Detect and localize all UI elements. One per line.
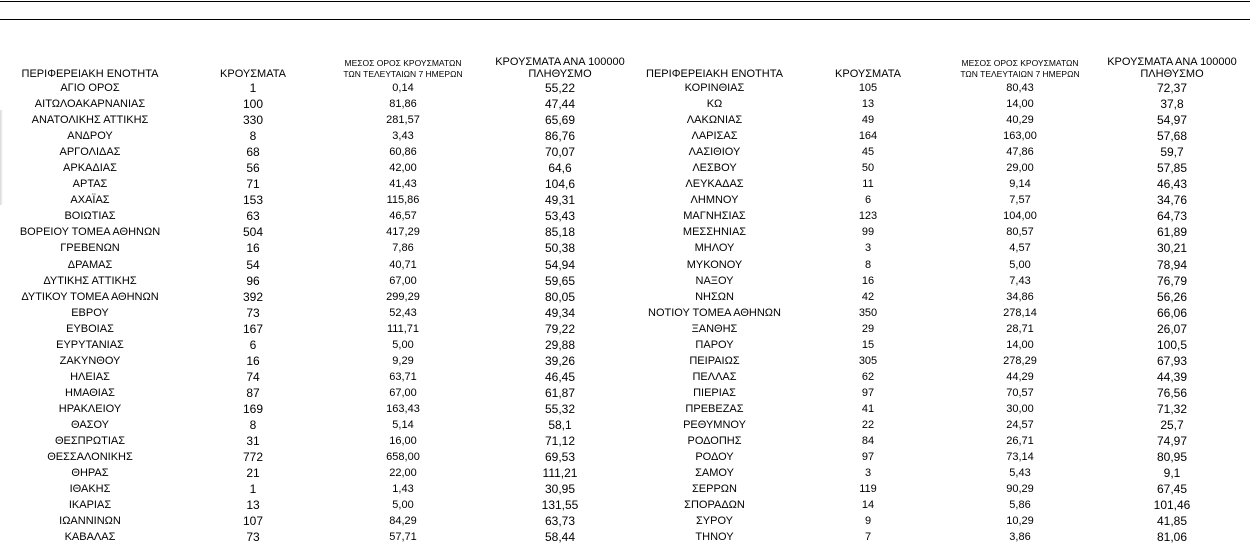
right-per100k-cell: 61,89	[1156, 225, 1188, 240]
left-avg7-cell: 57,71	[389, 531, 417, 544]
left-region-cell: ΑΡΚΑΔΙΑΣ	[63, 162, 117, 175]
left-region-cell: ΙΚΑΡΙΑΣ	[68, 499, 112, 512]
right-region-cell: ΡΟΔΟΥ	[695, 451, 734, 464]
right-per100k-cell: 26,07	[1156, 321, 1188, 336]
left-cases-cell: 96	[246, 273, 260, 288]
right-per100k-cell: 67,93	[1156, 353, 1188, 368]
left-avg7-cell: 658,00	[386, 451, 420, 464]
left-avg7-cell: 84,29	[389, 515, 417, 528]
left-region-cell: ΗΡΑΚΛΕΙΟΥ	[58, 402, 122, 415]
right-avg7-cell: 44,29	[1006, 370, 1034, 383]
left-region-cell: ΔΥΤΙΚΗΣ ΑΤΤΙΚΗΣ	[43, 274, 137, 287]
left-per100k-cell: 111,21	[542, 466, 578, 481]
left-per100k-cell: 49,34	[544, 305, 576, 320]
right-cases-cell: 3	[864, 467, 872, 480]
left-per100k-cell: 80,05	[544, 289, 576, 304]
left-region-cell: ΑΝΔΡΟΥ	[67, 130, 113, 143]
table-row	[0, 257, 1250, 273]
left-per100k-cell: 61,87	[544, 385, 576, 400]
right-avg7-cell: 7,57	[1009, 194, 1031, 207]
left-per100k-cell: 55,22	[544, 81, 576, 95]
left-cases-cell: 71	[246, 177, 260, 192]
table-row	[0, 208, 1250, 224]
left-per100k-cell: 47,44	[544, 97, 576, 112]
right-cases-cell: 97	[861, 451, 875, 464]
table-row	[0, 353, 1250, 369]
header-left-region: ΠΕΡΙΦΕΡΕΙΑΚΗ ΕΝΟΤΗΤΑ	[21, 68, 159, 80]
right-per100k-cell: 57,85	[1156, 161, 1188, 176]
left-avg7-cell: 299,29	[386, 290, 420, 303]
right-cases-cell: 41	[861, 402, 875, 415]
left-cases-cell: 772	[242, 450, 264, 465]
left-per100k-cell: 58,1	[548, 417, 572, 432]
right-per100k-cell: 25,7	[1160, 417, 1184, 432]
left-region-cell: ΕΒΡΟΥ	[71, 306, 109, 319]
left-avg7-cell: 115,86	[386, 194, 420, 207]
right-region-cell: ΣΕΡΡΩΝ	[692, 483, 737, 496]
left-region-cell: ΔΡΑΜΑΣ	[67, 258, 113, 271]
left-avg7-cell: 281,57	[386, 114, 420, 127]
left-per100k-cell: 50,38	[544, 241, 576, 256]
table-row	[0, 305, 1250, 321]
left-avg7-cell: 67,00	[389, 274, 417, 287]
right-avg7-cell: 90,29	[1006, 483, 1034, 496]
left-per100k-cell: 63,73	[544, 514, 576, 529]
left-avg7-cell: 60,86	[389, 146, 417, 159]
right-per100k-cell: 9,1	[1163, 466, 1181, 481]
left-cases-cell: 504	[242, 225, 264, 240]
left-per100k-cell: 79,22	[544, 321, 576, 336]
left-region-cell: ΘΕΣΠΡΩΤΙΑΣ	[54, 435, 126, 448]
left-avg7-cell: 41,43	[389, 178, 417, 191]
left-region-cell: ΒΟΙΩΤΙΑΣ	[64, 210, 116, 223]
left-cases-cell: 16	[246, 241, 260, 256]
left-per100k-cell: 69,53	[544, 450, 576, 465]
right-cases-cell: 123	[858, 210, 878, 223]
right-cases-cell: 305	[858, 354, 878, 367]
right-avg7-cell: 80,43	[1006, 82, 1034, 94]
left-per100k-cell: 54,94	[544, 257, 576, 272]
right-per100k-cell: 81,06	[1156, 530, 1188, 545]
left-per100k-cell: 49,31	[544, 193, 576, 208]
left-per100k-cell: 30,95	[544, 482, 576, 497]
left-cases-cell: 73	[246, 530, 260, 545]
right-region-cell: ΜΑΓΝΗΣΙΑΣ	[683, 210, 746, 223]
left-region-cell: ΗΛΕΙΑΣ	[70, 370, 110, 383]
left-per100k-cell: 86,76	[544, 129, 576, 144]
top-border-line	[0, 1, 1250, 2]
left-cases-cell: 21	[246, 466, 260, 481]
right-avg7-cell: 278,29	[1003, 354, 1037, 367]
right-per100k-cell: 72,37	[1156, 81, 1188, 95]
table-row	[0, 481, 1250, 497]
header-left-avg7: ΜΕΣΟΣ ΟΡΟΣ ΚΡΟΥΣΜΑΤΩΝ ΤΩΝ ΤΕΛΕΥΤΑΙΩΝ 7 ΗΜΕΡΩΝ	[343, 58, 463, 79]
right-cases-cell: 105	[858, 82, 878, 94]
right-per100k-cell: 76,79	[1156, 273, 1188, 288]
left-per100k-cell: 65,69	[544, 113, 576, 128]
left-cases-cell: 6	[249, 337, 257, 352]
right-region-cell: ΚΟΡΙΝΘΙΑΣ	[684, 82, 745, 94]
right-per100k-cell: 78,94	[1156, 257, 1188, 272]
left-cases-cell: 54	[246, 257, 260, 272]
left-avg7-cell: 0,14	[392, 82, 414, 94]
right-region-cell: ΜΕΣΣΗΝΙΑΣ	[682, 226, 747, 239]
left-per100k-cell: 46,45	[544, 369, 576, 384]
left-cases-cell: 8	[249, 417, 257, 432]
left-region-cell: ΖΑΚΥΝΘΟΥ	[59, 354, 121, 367]
left-avg7-cell: 5,00	[392, 499, 414, 512]
left-cases-cell: 330	[242, 113, 264, 128]
left-region-cell: ΑΝΑΤΟΛΙΚΗΣ ΑΤΤΙΚΗΣ	[31, 114, 149, 127]
right-avg7-cell: 14,00	[1006, 98, 1034, 111]
right-avg7-cell: 29,00	[1006, 162, 1034, 175]
right-avg7-cell: 24,57	[1006, 418, 1034, 431]
right-cases-cell: 119	[859, 483, 877, 496]
left-avg7-cell: 163,43	[386, 402, 420, 415]
right-avg7-cell: 40,29	[1006, 114, 1034, 127]
header-right-avg7: ΜΕΣΟΣ ΟΡΟΣ ΚΡΟΥΣΜΑΤΩΝ ΤΩΝ ΤΕΛΕΥΤΑΙΩΝ 7 ΗΜΕΡΩΝ	[960, 58, 1080, 79]
table-row	[0, 337, 1250, 353]
right-cases-cell: 49	[861, 114, 875, 127]
right-avg7-cell: 73,14	[1006, 451, 1034, 464]
right-cases-cell: 350	[858, 306, 878, 319]
right-per100k-cell: 71,32	[1156, 401, 1188, 416]
left-avg7-cell: 63,71	[389, 370, 417, 383]
right-per100k-cell: 57,68	[1156, 129, 1188, 144]
left-avg7-cell: 7,86	[392, 242, 414, 255]
left-per100k-cell: 59,65	[544, 273, 576, 288]
table-row	[0, 369, 1250, 385]
left-cases-cell: 1	[249, 482, 257, 497]
right-per100k-cell: 37,8	[1160, 97, 1184, 112]
left-avg7-cell: 67,00	[389, 386, 417, 399]
left-avg7-cell: 417,29	[386, 226, 420, 239]
left-per100k-cell: 58,44	[544, 530, 576, 545]
table-row	[0, 433, 1250, 449]
right-cases-cell: 8	[864, 258, 872, 271]
right-per100k-cell: 64,73	[1156, 209, 1188, 224]
right-region-cell: ΠΑΡΟΥ	[695, 338, 734, 351]
left-region-cell: ΑΡΓΟΛΙΔΑΣ	[59, 146, 121, 159]
left-region-cell: ΘΕΣΣΑΛΟΝΙΚΗΣ	[47, 451, 133, 464]
table-row	[0, 417, 1250, 433]
left-avg7-cell: 5,14	[392, 418, 414, 431]
right-avg7-cell: 7,43	[1009, 274, 1031, 287]
right-avg7-cell: 70,57	[1006, 386, 1034, 399]
right-region-cell: ΠΕΙΡΑΙΩΣ	[689, 354, 740, 367]
right-region-cell: ΠΡΕΒΕΖΑΣ	[685, 402, 744, 415]
left-region-cell: ΕΥΡΥΤΑΝΙΑΣ	[56, 338, 124, 351]
left-region-cell: ΓΡΕΒΕΝΩΝ	[60, 242, 120, 255]
right-cases-cell: 45	[861, 146, 875, 159]
table-body	[0, 80, 1250, 545]
left-region-cell: ΘΑΣΟΥ	[70, 418, 110, 431]
left-region-cell: ΑΓΙΟ ΟΡΟΣ	[60, 82, 120, 94]
left-avg7-cell: 42,00	[389, 162, 417, 175]
right-region-cell: ΝΟΤΙΟΥ ΤΟΜΕΑ ΑΘΗΝΩΝ	[648, 306, 781, 319]
right-per100k-cell: 59,7	[1160, 145, 1184, 160]
left-cases-cell: 167	[242, 321, 264, 336]
header-right-per100k: ΚΡΟΥΣΜΑΤΑ ΑΝΑ 100000 ΠΛΗΘΥΣΜΟ	[1107, 56, 1237, 80]
right-region-cell: ΛΑΣΙΘΙΟΥ	[688, 146, 741, 159]
right-region-cell: ΠΙΕΡΙΑΣ	[693, 386, 736, 399]
right-per100k-cell: 30,21	[1156, 241, 1188, 256]
left-region-cell: ΙΩΑΝΝΙΝΩΝ	[59, 515, 121, 528]
right-per100k-cell: 34,76	[1156, 193, 1188, 208]
right-region-cell: ΣΥΡΟΥ	[695, 515, 733, 528]
right-cases-cell: 164	[858, 130, 878, 143]
right-region-cell: ΣΑΜΟΥ	[695, 467, 734, 480]
right-cases-cell: 50	[861, 162, 875, 175]
right-per100k-cell: 44,39	[1156, 369, 1188, 384]
table-row	[0, 273, 1250, 289]
right-region-cell: ΛΕΥΚΑΔΑΣ	[685, 178, 744, 191]
left-region-cell: ΑΙΤΩΛΟΑΚΑΡΝΑΝΙΑΣ	[34, 98, 146, 111]
left-avg7-cell: 16,00	[389, 435, 417, 448]
left-per100k-cell: 70,07	[544, 145, 576, 160]
left-cases-cell: 1	[249, 81, 257, 95]
right-avg7-cell: 278,14	[1003, 306, 1037, 319]
right-per100k-cell: 76,56	[1156, 385, 1188, 400]
table-row	[0, 112, 1250, 128]
right-cases-cell: 6	[864, 194, 872, 207]
left-region-cell: ΑΡΤΑΣ	[72, 178, 108, 191]
left-cases-cell: 74	[246, 369, 260, 384]
right-cases-cell: 3	[864, 242, 872, 255]
right-region-cell: ΛΕΣΒΟΥ	[692, 162, 737, 175]
right-avg7-cell: 14,00	[1006, 338, 1034, 351]
right-cases-cell: 9	[864, 515, 872, 528]
header-right-region: ΠΕΡΙΦΕΡΕΙΑΚΗ ΕΝΟΤΗΤΑ	[646, 68, 783, 80]
right-avg7-cell: 80,57	[1006, 226, 1034, 239]
left-per100k-cell: 29,88	[544, 337, 576, 352]
left-avg7-cell: 81,86	[389, 98, 417, 111]
header-divider-line	[0, 19, 1250, 20]
right-cases-cell: 42	[861, 290, 875, 303]
right-cases-cell: 84	[861, 435, 875, 448]
right-cases-cell: 7	[864, 531, 872, 544]
table-row	[0, 321, 1250, 337]
table-row	[0, 240, 1250, 256]
left-region-cell: ΕΥΒΟΙΑΣ	[66, 322, 114, 335]
right-cases-cell: 22	[861, 418, 875, 431]
left-cases-cell: 13	[246, 498, 260, 513]
left-per100k-cell: 131,55	[541, 498, 579, 513]
right-per100k-cell: 66,06	[1156, 305, 1188, 320]
table-row	[0, 513, 1250, 529]
left-per100k-cell: 55,32	[544, 401, 576, 416]
left-per100k-cell: 39,26	[544, 353, 576, 368]
left-cases-cell: 8	[249, 129, 257, 144]
left-cases-cell: 169	[242, 401, 264, 416]
left-cases-cell: 16	[246, 353, 260, 368]
left-avg7-cell: 46,57	[389, 210, 417, 223]
right-cases-cell: 62	[861, 370, 875, 383]
left-avg7-cell: 52,43	[389, 306, 417, 319]
table-row	[0, 289, 1250, 305]
left-avg7-cell: 111,71	[386, 322, 419, 335]
table-row	[0, 401, 1250, 417]
left-region-cell: ΒΟΡΕΙΟΥ ΤΟΜΕΑ ΑΘΗΝΩΝ	[19, 226, 161, 239]
left-avg7-cell: 40,71	[389, 258, 417, 271]
right-region-cell: ΡΕΘΥΜΝΟΥ	[683, 418, 746, 431]
left-avg7-cell: 3,43	[392, 130, 414, 143]
left-per100k-cell: 71,12	[544, 434, 576, 449]
table-row	[0, 128, 1250, 144]
left-cases-cell: 153	[242, 193, 264, 208]
table-row	[0, 80, 1250, 96]
right-avg7-cell: 163,00	[1003, 130, 1037, 143]
right-region-cell: ΛΗΜΝΟΥ	[690, 194, 739, 207]
right-cases-cell: 14	[861, 499, 875, 512]
right-per100k-cell: 67,45	[1156, 482, 1188, 497]
left-cases-cell: 68	[246, 145, 260, 160]
table-row	[0, 465, 1250, 481]
right-per100k-cell: 41,85	[1156, 514, 1188, 529]
table-row	[0, 176, 1250, 192]
right-region-cell: ΛΑΚΩΝΙΑΣ	[686, 114, 743, 127]
right-avg7-cell: 4,57	[1009, 242, 1031, 255]
right-region-cell: ΜΗΛΟΥ	[694, 242, 735, 255]
left-cases-cell: 100	[242, 97, 264, 112]
table-row	[0, 96, 1250, 112]
left-region-cell: ΘΗΡΑΣ	[71, 467, 109, 480]
table-row	[0, 529, 1250, 545]
right-region-cell: ΠΕΛΛΑΣ	[692, 370, 737, 383]
left-cases-cell: 73	[246, 305, 260, 320]
right-cases-cell: 99	[861, 226, 875, 239]
left-region-cell: ΔΥΤΙΚΟΥ ΤΟΜΕΑ ΑΘΗΝΩΝ	[21, 290, 159, 303]
right-per100k-cell: 54,97	[1156, 113, 1188, 128]
right-avg7-cell: 34,86	[1006, 290, 1034, 303]
right-cases-cell: 16	[861, 274, 875, 287]
header-left-per100k: ΚΡΟΥΣΜΑΤΑ ΑΝΑ 100000 ΠΛΗΘΥΣΜΟ	[495, 56, 625, 80]
right-per100k-cell: 74,97	[1156, 434, 1188, 449]
left-cases-cell: 56	[246, 161, 260, 176]
right-region-cell: ΣΠΟΡΑΔΩΝ	[684, 499, 745, 512]
right-per100k-cell: 80,95	[1156, 450, 1188, 465]
right-per100k-cell: 100,5	[1156, 337, 1188, 352]
table-row	[0, 144, 1250, 160]
left-avg7-cell: 5,00	[392, 338, 414, 351]
left-region-cell: ΗΜΑΘΙΑΣ	[65, 386, 115, 399]
left-per100k-cell: 104,6	[544, 177, 576, 192]
left-avg7-cell: 22,00	[389, 467, 417, 480]
right-region-cell: ΝΑΞΟΥ	[695, 274, 734, 287]
table-row	[0, 497, 1250, 513]
right-region-cell: ΝΗΣΩΝ	[695, 290, 734, 303]
right-avg7-cell: 28,71	[1006, 322, 1034, 335]
right-avg7-cell: 104,00	[1003, 210, 1037, 223]
left-per100k-cell: 53,43	[544, 209, 576, 224]
right-avg7-cell: 9,14	[1009, 178, 1031, 191]
right-per100k-cell: 56,26	[1156, 289, 1188, 304]
right-avg7-cell: 5,86	[1009, 499, 1031, 512]
left-cases-cell: 63	[246, 209, 260, 224]
header-left-cases: ΚΡΟΥΣΜΑΤΑ	[220, 68, 286, 80]
left-region-cell: ΑΧΑΪΑΣ	[70, 194, 110, 207]
right-avg7-cell: 5,00	[1009, 258, 1031, 271]
left-cases-cell: 392	[242, 289, 264, 304]
left-per100k-cell: 64,6	[548, 161, 572, 176]
right-cases-cell: 13	[861, 98, 875, 111]
left-cases-cell: 107	[242, 514, 264, 529]
table-row	[0, 160, 1250, 176]
right-avg7-cell: 47,86	[1006, 146, 1034, 159]
right-region-cell: ΚΩ	[706, 98, 723, 111]
left-region-cell: ΙΘΑΚΗΣ	[69, 483, 111, 496]
left-avg7-cell: 1,43	[392, 483, 414, 496]
right-region-cell: ΡΟΔΟΠΗΣ	[687, 435, 742, 448]
right-avg7-cell: 30,00	[1006, 402, 1034, 415]
right-region-cell: ΜΥΚΟΝΟΥ	[686, 258, 743, 271]
right-region-cell: ΞΑΝΘΗΣ	[691, 322, 738, 335]
left-cases-cell: 31	[246, 434, 260, 449]
right-cases-cell: 29	[861, 322, 875, 335]
right-region-cell: ΛΑΡΙΣΑΣ	[691, 130, 738, 143]
right-avg7-cell: 26,71	[1006, 435, 1034, 448]
table-row	[0, 224, 1250, 240]
right-avg7-cell: 3,86	[1009, 531, 1031, 544]
table-row	[0, 449, 1250, 465]
right-cases-cell: 11	[862, 178, 874, 191]
right-per100k-cell: 46,43	[1156, 177, 1188, 192]
right-cases-cell: 97	[861, 386, 875, 399]
table-row	[0, 385, 1250, 401]
right-per100k-cell: 101,46	[1153, 498, 1191, 513]
right-region-cell: ΤΗΝΟΥ	[695, 531, 734, 544]
right-avg7-cell: 10,29	[1006, 515, 1034, 528]
left-region-cell: ΚΑΒΑΛΑΣ	[64, 531, 116, 544]
right-avg7-cell: 5,43	[1009, 467, 1031, 480]
left-avg7-cell: 9,29	[392, 354, 414, 367]
header-right-cases: ΚΡΟΥΣΜΑΤΑ	[835, 68, 901, 80]
table-row	[0, 192, 1250, 208]
left-per100k-cell: 85,18	[544, 225, 576, 240]
left-cases-cell: 87	[246, 385, 260, 400]
right-cases-cell: 15	[861, 338, 875, 351]
